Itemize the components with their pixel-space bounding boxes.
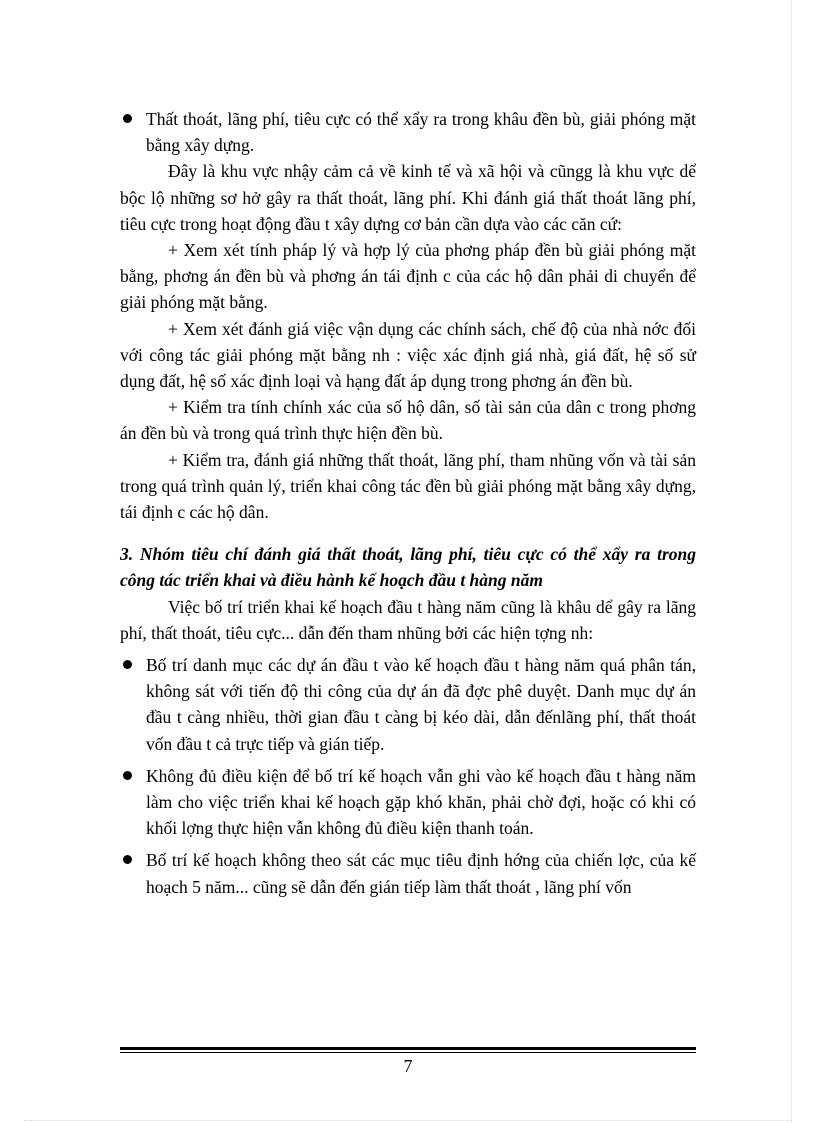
- paragraph: + Xem xét tính pháp lý và hợp lý của phơng pháp đền bù giải phóng mặt bằng, phơng án đền bù và phơng án tái định c của các hộ dân phải di chuyển để giải phóng mặt bằng.: [120, 240, 696, 313]
- paragraph: + Kiểm tra tính chính xác của số hộ dân, số tài sản của dân c trong phơng án đền bù và trong quá trình thực hiện đền bù.: [120, 397, 696, 444]
- paragraph: + Xem xét đánh giá việc vận dụng các chính sách, chế độ của nhà nớc đối với công tác giải phóng mặt bằng nh : việc xác định giá nhà, giá đất, hệ số sử dụng đất, hệ số xác định loại và hạng đất áp dụng trong phơng án đền bù.: [120, 318, 696, 392]
- bullet-paragraph-1: [120, 106, 696, 158]
- footer-rule: [120, 1047, 696, 1050]
- bullet-paragraph-2: [120, 652, 696, 757]
- bullet-paragraph-4: [120, 847, 696, 899]
- paragraph: Đây là khu vực nhậy cảm cả về kinh tế và xã hội và cũngg là khu vực dể bộc lộ những sơ hở gây ra thất thoát, lãng phí. Khi đánh giá thất thoát lãng phí, tiêu cực trong hoạt động đầu t xây dựng cơ bản cần dựa vào các căn cứ:: [120, 161, 696, 234]
- bullet-dot-icon: [123, 855, 132, 864]
- bullet-dot-icon: [123, 114, 132, 123]
- page-edge-bottom: [24, 1120, 792, 1121]
- bullet-text: Bố trí kế hoạch không theo sát các mục tiêu định hớng của chiến lợc, của kế hoạch 5 năm... cũng sẽ dẫn đến gián tiếp làm thất thoát , lãng phí vốn: [146, 850, 696, 897]
- bullet-dot-icon: [123, 660, 132, 669]
- bullet-paragraph-3: [120, 763, 696, 842]
- page-edge-right: [791, 0, 792, 1123]
- bullet-dot-icon: [123, 771, 132, 780]
- bullet-text: Thất thoát, lãng phí, tiêu cực có thể xẩy ra trong khâu đền bù, giải phóng mặt bằng xây dựng.: [146, 109, 696, 156]
- body-text: [120, 106, 696, 900]
- section-heading: 3. Nhóm tiêu chí đánh giá thất thoát, lãng phí, tiêu cực có thể xẩy ra trong công tác triển khai và điều hành kế hoạch đầu t hàng năm: [120, 544, 696, 591]
- bullet-text: Bố trí danh mục các dự án đầu t vào kế hoạch đầu t hàng năm quá phân tán, không sát với tiến độ thi công của dự án đã đợc phê duyệt. Danh mục dự án đầu t càng nhiều, thời gian đầu t càng bị kéo dài, dẫn đếnlãng phí, thất thoát vốn đầu t cả trực tiếp và gián tiếp.: [146, 655, 696, 754]
- bullet-text: Không đủ điều kiện để bố trí kế hoạch vẫn ghi vào kế hoạch đầu t hàng năm làm cho việc triển khai kế hoạch gặp khó khăn, phải chờ đợi, hoặc có khi có khối lợng thực hiện vẫn không đủ điều kiện thanh toán.: [146, 765, 696, 839]
- footer-rule-thin: [120, 1052, 696, 1053]
- page-number: 7: [403, 1056, 413, 1076]
- paragraph: Việc bố trí triển khai kế hoạch đầu t hàng năm cũng là khâu dể gây ra lãng phí, thất thoát, tiêu cực... dẫn đến tham nhũng bởi các hiện tợng nh:: [120, 596, 696, 643]
- paragraph: + Kiểm tra, đánh giá những thất thoát, lãng phí, tham nhũng vốn và tài sản trong quá trình quản lý, triển khai công tác đền bù giải phóng mặt bằng xây dựng, tái định c các hộ dân.: [120, 449, 696, 523]
